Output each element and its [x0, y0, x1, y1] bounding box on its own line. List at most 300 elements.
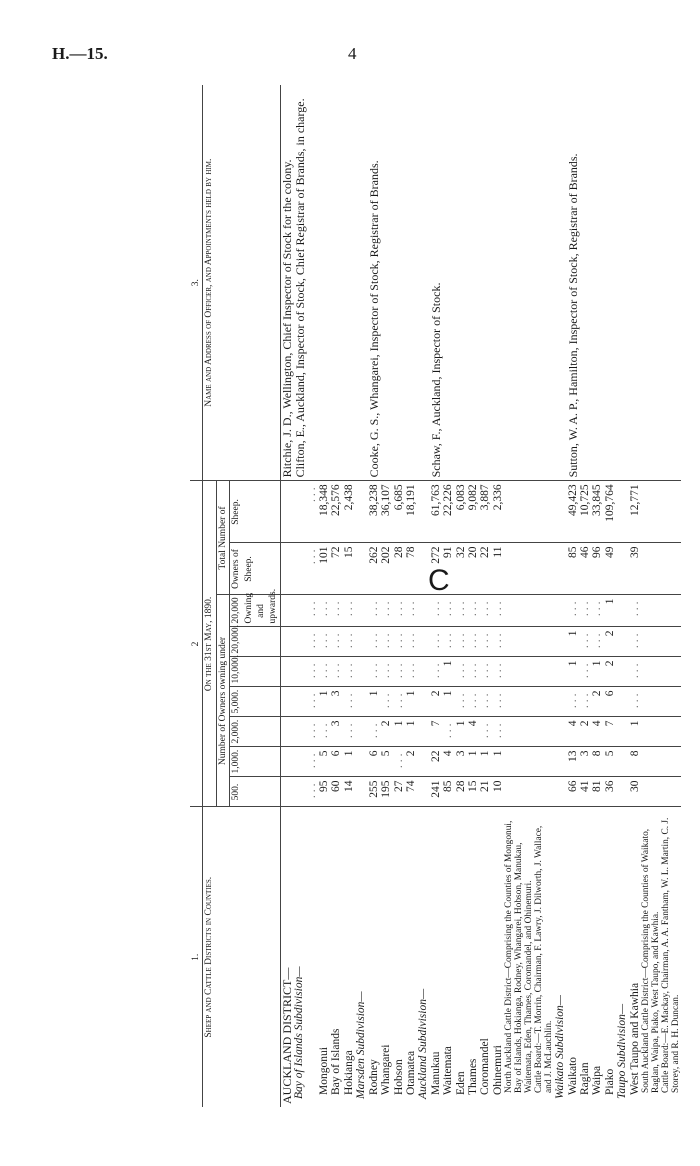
value-cell: 49: [604, 543, 616, 595]
value-cell: [504, 481, 534, 543]
value-cell: ...: [579, 627, 591, 657]
value-cell: [280, 657, 293, 687]
value-cell: ...: [306, 747, 318, 777]
district-name: Bay of Islands Subdivision—: [293, 807, 305, 1107]
value-cell: 32: [455, 543, 467, 595]
value-cell: 101: [318, 543, 330, 595]
district-name: Waikato: [567, 807, 579, 1107]
value-cell: [534, 595, 554, 627]
table-body: [280, 85, 681, 1107]
value-cell: 15: [467, 777, 479, 807]
sub-2000: 2,000.: [230, 717, 281, 747]
value-cell: 36: [604, 777, 616, 807]
value-cell: ...: [479, 717, 491, 747]
district-name: Rodney: [368, 807, 380, 1107]
value-cell: 1: [318, 687, 330, 717]
value-cell: ...: [430, 657, 442, 687]
value-cell: ...: [306, 717, 318, 747]
page-number: 4: [348, 44, 357, 63]
value-cell: ...: [629, 595, 641, 627]
value-cell: 2,336: [492, 481, 504, 543]
value-cell: ...: [306, 627, 318, 657]
value-cell: [417, 777, 429, 807]
value-cell: 18,191: [405, 481, 417, 543]
value-cell: 6,083: [455, 481, 467, 543]
value-cell: 10,725: [579, 481, 591, 543]
district-name: South Auckland Cattle District—Comprising the Counties of Waikato, Raglan, Waipa, Piako, West Taupo, and Kawhia.: [641, 807, 661, 1107]
value-cell: 1: [629, 717, 641, 747]
value-cell: ...: [567, 687, 579, 717]
sheep-returns-table: [190, 85, 681, 1107]
district-name: Coromandel: [479, 807, 491, 1107]
value-cell: [355, 777, 367, 807]
value-cell: 3,887: [479, 481, 491, 543]
value-cell: 1: [567, 627, 579, 657]
value-cell: ...: [368, 717, 380, 747]
value-cell: 27: [393, 777, 405, 807]
value-cell: ...: [306, 687, 318, 717]
value-cell: ...: [479, 687, 491, 717]
district-name: Cattle Board:—T. Morrin, Chairman, F. Lawry, J. Dilworth, J. Wallace, and J. McLauchlin.: [534, 807, 554, 1107]
value-cell: ...: [380, 627, 392, 657]
value-cell: ...: [393, 747, 405, 777]
value-cell: [417, 657, 429, 687]
district-name: Hokianga: [343, 807, 355, 1107]
value-cell: 6,685: [393, 481, 405, 543]
value-cell: ...: [591, 595, 603, 627]
value-cell: [504, 747, 534, 777]
value-cell: ...: [380, 595, 392, 627]
value-cell: [504, 717, 534, 747]
value-cell: [661, 481, 681, 543]
section-letter: C: [428, 564, 450, 597]
value-cell: 272: [430, 543, 442, 595]
value-cell: ...: [455, 657, 467, 687]
value-cell: [554, 543, 566, 595]
value-cell: 1: [368, 687, 380, 717]
value-cell: 6: [604, 687, 616, 717]
value-cell: ...: [380, 657, 392, 687]
value-cell: [554, 747, 566, 777]
value-cell: ...: [380, 687, 392, 717]
value-cell: [280, 481, 293, 543]
value-cell: ...: [455, 627, 467, 657]
value-cell: 109,764: [604, 481, 616, 543]
value-cell: 33,845: [591, 481, 603, 543]
value-cell: [534, 481, 554, 543]
value-cell: 78: [405, 543, 417, 595]
value-cell: [661, 657, 681, 687]
value-cell: [417, 481, 429, 543]
value-cell: [293, 777, 305, 807]
value-cell: 1: [405, 717, 417, 747]
value-cell: ...: [455, 595, 467, 627]
value-cell: 74: [405, 777, 417, 807]
value-cell: 202: [380, 543, 392, 595]
value-cell: ...: [368, 595, 380, 627]
sub-5000: 5,000.: [230, 687, 281, 717]
value-cell: 2: [380, 717, 392, 747]
value-cell: ...: [591, 627, 603, 657]
value-cell: [661, 777, 681, 807]
value-cell: 46: [579, 543, 591, 595]
value-cell: 14: [343, 777, 355, 807]
value-cell: [504, 543, 534, 595]
value-cell: 9,082: [467, 481, 479, 543]
value-cell: 96: [591, 543, 603, 595]
officer-cell: [567, 85, 681, 481]
value-cell: [280, 595, 293, 627]
value-cell: [417, 543, 429, 595]
district-name: Cattle Board:—E. Mackay, Chairman, A. A. Fantham, W. L. Martin, C. J. Storey, and R. H. Duncan.: [661, 807, 681, 1107]
district-name: Hobson: [393, 807, 405, 1107]
value-cell: ...: [306, 595, 318, 627]
value-cell: ...: [306, 481, 318, 543]
value-cell: [554, 657, 566, 687]
value-cell: 4: [442, 747, 454, 777]
value-cell: ...: [455, 687, 467, 717]
value-cell: 28: [455, 777, 467, 807]
value-cell: [504, 687, 534, 717]
value-cell: [641, 687, 661, 717]
value-cell: 28: [393, 543, 405, 595]
value-cell: 7: [430, 717, 442, 747]
value-cell: 1: [442, 687, 454, 717]
value-cell: [504, 595, 534, 627]
value-cell: 8: [629, 747, 641, 777]
value-cell: 22: [479, 543, 491, 595]
value-cell: [280, 687, 293, 717]
value-cell: 11: [492, 543, 504, 595]
value-cell: ...: [479, 595, 491, 627]
district-name: Waitemata: [442, 807, 454, 1107]
value-cell: 12,771: [629, 481, 641, 543]
value-cell: [534, 687, 554, 717]
owners-of-sheep-header: Owners of Sheep.: [230, 543, 281, 595]
value-cell: 1: [567, 657, 579, 687]
officer-cell-empty: [417, 85, 429, 481]
value-cell: 2: [604, 657, 616, 687]
value-cell: [641, 717, 661, 747]
value-cell: ...: [629, 627, 641, 657]
value-cell: [280, 777, 293, 807]
value-cell: ...: [306, 657, 318, 687]
value-cell: ...: [343, 717, 355, 747]
district-name: Whangarei: [380, 807, 392, 1107]
value-cell: ...: [343, 627, 355, 657]
value-cell: ...: [330, 627, 342, 657]
value-cell: [417, 595, 429, 627]
value-cell: [293, 747, 305, 777]
district-name: Thames: [467, 807, 479, 1107]
col3-title: Name and Address of Officer, and Appointments held by him.: [204, 158, 215, 407]
value-cell: 2: [405, 747, 417, 777]
value-cell: [293, 717, 305, 747]
district-name: Auckland Subdivision—: [417, 807, 429, 1107]
value-cell: 10: [492, 777, 504, 807]
value-cell: 5: [318, 747, 330, 777]
value-cell: ...: [467, 595, 479, 627]
value-cell: ...: [467, 627, 479, 657]
value-cell: [355, 717, 367, 747]
value-cell: ...: [306, 543, 318, 595]
value-cell: [641, 595, 661, 627]
officer-cell-empty: [554, 85, 566, 481]
value-cell: 85: [567, 543, 579, 595]
table-row: [417, 85, 429, 1107]
value-cell: 15: [343, 543, 355, 595]
district-name: [306, 807, 318, 1107]
value-cell: [661, 627, 681, 657]
value-cell: 18,348: [318, 481, 330, 543]
value-cell: [641, 543, 661, 595]
value-cell: [280, 627, 293, 657]
district-name: North Auckland Cattle District—Comprising the Counties of Mongonui, Bay of Islands, Hokianga, Rodney, Whangarei, Hobson, Manukau, Waitemata, Eden, Thames, Coromandel, and Ohinemuri.: [504, 807, 534, 1107]
value-cell: ...: [492, 657, 504, 687]
value-cell: 1: [343, 747, 355, 777]
value-cell: [616, 777, 628, 807]
value-cell: [355, 627, 367, 657]
district-name: Eden: [455, 807, 467, 1107]
value-cell: [355, 657, 367, 687]
district-name: Waikato Subdivision—: [554, 807, 566, 1107]
district-name: Otamatea: [405, 807, 417, 1107]
value-cell: [554, 717, 566, 747]
value-cell: 1: [393, 717, 405, 747]
value-cell: ...: [405, 595, 417, 627]
col1-number: 1.: [190, 807, 203, 1107]
value-cell: 1: [442, 657, 454, 687]
value-cell: [417, 627, 429, 657]
value-cell: 2: [604, 627, 616, 657]
sub-20000-upwards: 20,000 Owning and upwards.: [230, 595, 281, 627]
value-cell: 241: [430, 777, 442, 807]
value-cell: [355, 481, 367, 543]
value-cell: ...: [330, 657, 342, 687]
sub-20000: 20,000.: [230, 627, 281, 657]
value-cell: 38,238: [368, 481, 380, 543]
value-cell: 4: [591, 717, 603, 747]
value-cell: ...: [393, 687, 405, 717]
value-cell: 20: [467, 543, 479, 595]
col2-title: On the 31st May, 1890.: [203, 481, 216, 807]
value-cell: ...: [343, 657, 355, 687]
value-cell: 2: [430, 687, 442, 717]
value-cell: 22,576: [330, 481, 342, 543]
value-cell: ...: [306, 777, 318, 807]
value-cell: [616, 595, 628, 627]
sub-1000: 1,000.: [230, 747, 281, 777]
district-name: Mongonui: [318, 807, 330, 1107]
table-row: [554, 85, 566, 1107]
district-name: Taupo Subdivision—: [616, 807, 628, 1107]
district-name: West Taupo and Kawhia: [629, 807, 641, 1107]
table-row: [567, 85, 579, 1107]
district-name: Ohinemuri: [492, 807, 504, 1107]
value-cell: 91: [442, 543, 454, 595]
value-cell: 262: [368, 543, 380, 595]
district-name: Raglan: [579, 807, 591, 1107]
value-cell: ...: [430, 627, 442, 657]
value-cell: [293, 687, 305, 717]
value-cell: [534, 543, 554, 595]
officer-cell: [430, 85, 504, 481]
value-cell: ...: [492, 687, 504, 717]
value-cell: ...: [467, 687, 479, 717]
value-cell: [280, 717, 293, 747]
value-cell: 66: [567, 777, 579, 807]
owners-under-header: Number of Owners owning under: [216, 595, 229, 807]
table-row: [280, 85, 293, 1107]
value-cell: ...: [579, 687, 591, 717]
value-cell: ...: [318, 657, 330, 687]
district-name: Bay of Islands: [330, 807, 342, 1107]
table-row: [355, 85, 367, 1107]
value-cell: [504, 627, 534, 657]
value-cell: [661, 543, 681, 595]
value-cell: 2: [579, 717, 591, 747]
value-cell: ...: [442, 717, 454, 747]
total-number-header: Total Number of: [216, 481, 229, 595]
officer-cell-empty: [355, 85, 367, 481]
value-cell: 255: [368, 777, 380, 807]
value-cell: 1: [604, 595, 616, 627]
value-cell: [661, 717, 681, 747]
officer-cell-empty: [534, 85, 554, 481]
sub-500: 500.: [230, 777, 281, 807]
value-cell: ...: [492, 717, 504, 747]
value-cell: 49,423: [567, 481, 579, 543]
value-cell: 41: [579, 777, 591, 807]
sheep-header: Sheep.: [230, 481, 281, 543]
value-cell: 60: [330, 777, 342, 807]
value-cell: 2,438: [343, 481, 355, 543]
value-cell: [554, 777, 566, 807]
value-cell: 22,226: [442, 481, 454, 543]
officer-entry: Cooke, G. S., Whangarei, Inspector of Stock, Registrar of Brands.: [366, 160, 381, 478]
value-cell: [616, 627, 628, 657]
value-cell: 6: [330, 747, 342, 777]
value-cell: ...: [393, 657, 405, 687]
value-cell: 30: [629, 777, 641, 807]
table-row: [504, 85, 534, 1107]
value-cell: ...: [430, 595, 442, 627]
value-cell: [417, 747, 429, 777]
value-cell: 8: [591, 747, 603, 777]
value-cell: [534, 627, 554, 657]
value-cell: [534, 747, 554, 777]
page-reference: H.—15.: [52, 44, 108, 63]
value-cell: [616, 543, 628, 595]
value-cell: [616, 747, 628, 777]
value-cell: [355, 595, 367, 627]
value-cell: 3: [455, 747, 467, 777]
value-cell: 36,107: [380, 481, 392, 543]
value-cell: 6: [368, 747, 380, 777]
officer-entry: Ritchie, J. D., Wellington, Chief Inspector of Stock for the colony.: [279, 159, 294, 478]
value-cell: [641, 777, 661, 807]
value-cell: 7: [604, 717, 616, 747]
sub-10000: 10,000.: [230, 657, 281, 687]
value-cell: ...: [318, 717, 330, 747]
value-cell: [554, 595, 566, 627]
value-cell: ...: [393, 595, 405, 627]
value-cell: [293, 481, 305, 543]
value-cell: [355, 687, 367, 717]
value-cell: [355, 543, 367, 595]
value-cell: [661, 747, 681, 777]
value-cell: ...: [368, 657, 380, 687]
value-cell: 95: [318, 777, 330, 807]
value-cell: 85: [442, 777, 454, 807]
value-cell: ...: [330, 595, 342, 627]
value-cell: 2: [591, 687, 603, 717]
value-cell: 39: [629, 543, 641, 595]
table-row: [534, 85, 554, 1107]
value-cell: ...: [442, 595, 454, 627]
district-name: Marsden Subdivision—: [355, 807, 367, 1107]
value-cell: [504, 777, 534, 807]
value-cell: [293, 595, 305, 627]
value-cell: [534, 777, 554, 807]
value-cell: ...: [393, 627, 405, 657]
officer-entry: Clifton, E., Auckland, Inspector of Stock, Chief Registrar of Brands, in charge.: [292, 98, 307, 478]
value-cell: [641, 747, 661, 777]
value-cell: [417, 717, 429, 747]
value-cell: [293, 657, 305, 687]
value-cell: ...: [629, 687, 641, 717]
value-cell: ...: [442, 627, 454, 657]
value-cell: 1: [591, 657, 603, 687]
value-cell: 3: [330, 717, 342, 747]
officer-cell-empty: [504, 85, 534, 481]
value-cell: 1: [455, 717, 467, 747]
col1-title: Sheep and Cattle Districts in Counties.: [203, 807, 280, 1107]
value-cell: 1: [467, 747, 479, 777]
officer-cell: [280, 85, 355, 481]
value-cell: [293, 627, 305, 657]
col3-number: 3.: [191, 279, 201, 287]
table-row: [430, 85, 442, 1107]
value-cell: ...: [405, 627, 417, 657]
value-cell: [641, 657, 661, 687]
value-cell: 3: [330, 687, 342, 717]
value-cell: 1: [492, 747, 504, 777]
value-cell: ...: [629, 657, 641, 687]
value-cell: ...: [479, 627, 491, 657]
value-cell: [641, 627, 661, 657]
value-cell: [280, 543, 293, 595]
value-cell: ...: [318, 595, 330, 627]
value-cell: [661, 687, 681, 717]
value-cell: ...: [479, 657, 491, 687]
value-cell: 1: [405, 687, 417, 717]
value-cell: 21: [479, 777, 491, 807]
district-name: Manukau: [430, 807, 442, 1107]
value-cell: ...: [579, 657, 591, 687]
value-cell: 195: [380, 777, 392, 807]
value-cell: [661, 595, 681, 627]
value-cell: ...: [492, 595, 504, 627]
value-cell: 4: [467, 717, 479, 747]
officer-entry: Sutton, W. A. P., Hamilton, Inspector of Stock, Registrar of Brands.: [565, 153, 580, 478]
officer-entry: Schaw, F., Auckland, Inspector of Stock.: [428, 282, 443, 478]
table-row: [368, 85, 380, 1107]
district-name: AUCKLAND DISTRICT—: [280, 807, 293, 1107]
value-cell: 13: [567, 747, 579, 777]
value-cell: ...: [343, 595, 355, 627]
district-name: Piako: [604, 807, 616, 1107]
